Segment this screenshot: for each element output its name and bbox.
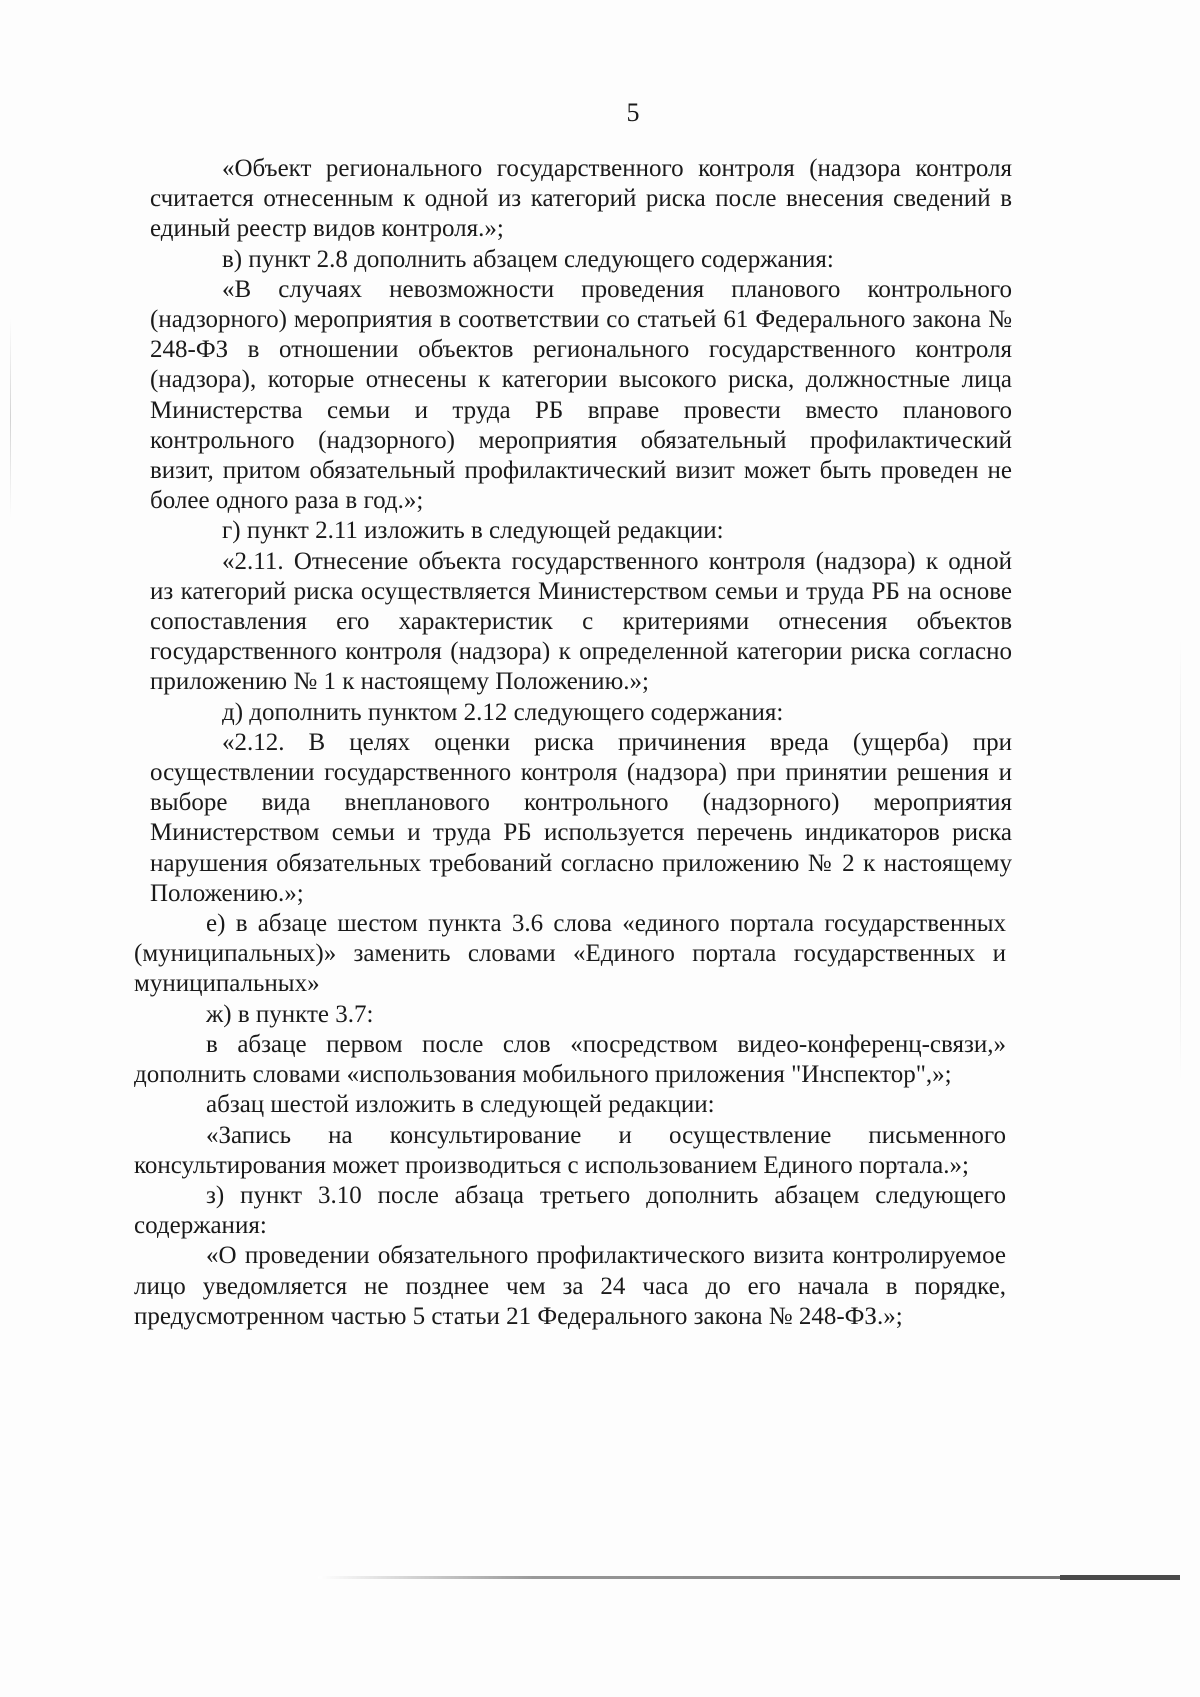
scan-edge-rule <box>318 1576 1180 1579</box>
scan-edge-rule-heavy <box>1060 1575 1180 1580</box>
paragraph-mandatory-visit-quote: «О проведении обязательного профилактического визита контролируемое лицо уведомляется не позднее чем за 24 часа до его начала в порядке, предусмотренном частью 5 статьи 21 Федерального закона № 248-ФЗ.»; <box>134 1242 1006 1330</box>
paragraph-scheduled-inspection-quote: «В случаях невозможности проведения планового контрольного (надзорного) мероприятия в соответствии со статьей 61 Федерального закона № 248-ФЗ в отношении объектов регионального государственного контроля (надзора), которые отнесены к категории высокого риска, должностные лица Министерства семьи и труда РБ вправе провести вместо планового контрольного (надзорного) мероприятия обязательный профилактический визит, притом обязательный профилактический визит может быть проведен не более одного раза в год.»; <box>150 275 1012 515</box>
paragraph-sixth-abzac: абзац шестой изложить в следующей редакции: <box>206 1091 715 1119</box>
paragraph-item-g: г) пункт 2.11 изложить в следующей редакции: <box>222 517 724 545</box>
scan-margin-mark-left <box>10 318 11 518</box>
paragraph-item-d: д) дополнить пунктом 2.12 следующего содержания: <box>222 698 784 726</box>
paragraph-2-12-quote: «2.12. В целях оценки риска причинения вреда (ущерба) при осуществлении государственного контроля (надзора) при принятии решения и выборе вида внепланового контрольного (надзорного) мероприятия Министерством семьи и труда РБ используется перечень индикаторов риска нарушения обязательных требований согласно приложению № 2 к настоящему Положению.»; <box>150 728 1012 907</box>
paragraph-item-z: з) пункт 3.10 после абзаца третьего дополнить абзацем следующего содержания: <box>134 1181 1006 1240</box>
paragraph-item-e: е) в абзаце шестом пункта 3.6 слова «единого портала государственных (муниципальных)» заменить словами «Единого портала государственных и муниципальных» <box>134 910 1006 998</box>
paragraph-item-v: в) пункт 2.8 дополнить абзацем следующего содержания: <box>222 245 834 273</box>
scan-margin-mark-right <box>1180 640 1181 1080</box>
paragraph-risk-category-quote: «Объект регионального государственного контроля (надзора контроля считается отнесенным к одной из категорий риска после внесения сведений в единый реестр видов контроля.»; <box>150 155 1012 243</box>
paragraph-item-zh: ж) в пункте 3.7: <box>206 1000 374 1028</box>
document-body <box>134 154 1012 1332</box>
paragraph-video-conference: в абзаце первом после слов «посредством видео-конференц-связи,» дополнить словами «использования мобильного приложения "Инспектор",»; <box>134 1030 1006 1089</box>
page-number: 5 <box>626 98 640 127</box>
paragraph-2-11-quote: «2.11. Отнесение объекта государственного контроля (надзора) к одной из категорий риска осуществляется Министерством семьи и труда РБ на основе сопоставления его характеристик с критериями отнесения объектов государственного контроля (надзора) к определенной категории риска согласно приложению № 1 к настоящему Положению.»; <box>150 547 1012 696</box>
paragraph-consultation-quote: «Запись на консультирование и осуществление письменного консультирования может производиться с использованием Единого портала.»; <box>134 1121 1006 1179</box>
